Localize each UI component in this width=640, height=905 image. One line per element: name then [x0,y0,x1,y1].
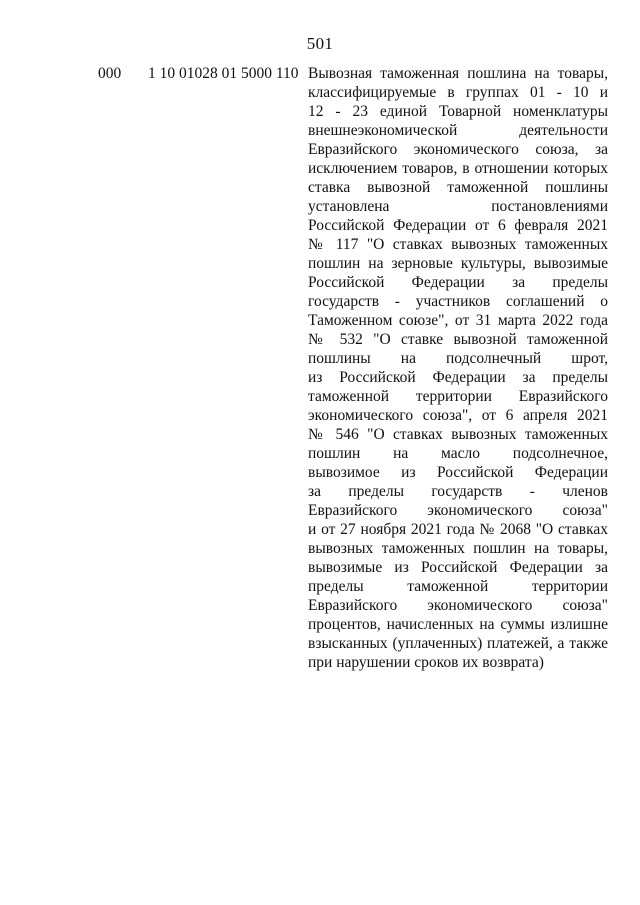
description-line: Российской Федерации от 6 февраля 2021 [308,217,608,234]
description-line: 12 - 23 единой Товарной номенклатуры [308,103,608,120]
description-line: Вывозная таможенная пошлина на товары, [308,65,608,82]
description-line: пошлин на масло подсолнечное, [308,445,608,462]
description-line: вывозных таможенных пошлин на товары, [308,540,608,557]
description-line: и от 27 ноября 2021 года № 2068 "О ставках [308,521,608,538]
description-line: внешнеэкономической деятельности [308,122,608,139]
description-line: № 117 "О ставках вывозных таможенных [308,236,608,253]
description-line: таможенной территории Евразийского [308,388,608,405]
description-line: за пределы государств - членов [308,483,608,500]
description-line: Евразийского экономического союза" [308,597,608,614]
description-line: из Российской Федерации за пределы [308,369,608,386]
description-line: экономического союза", от 6 апреля 2021 [308,407,608,424]
description-line: пределы таможенной территории [308,578,608,595]
description-line: государств - участников соглашений о [308,293,608,310]
description-line: процентов, начисленных на суммы излишне [308,616,608,633]
description-line: установлена постановлениями [308,198,608,215]
description-line: исключением товаров, в отношении которых [308,160,608,177]
description-line: ставка вывозной таможенной пошлины [308,179,608,196]
description-line: взысканных (уплаченных) платежей, а также [308,635,608,652]
description-line: Российской Федерации за пределы [308,274,608,291]
description-line: пошлины на подсолнечный шрот, [308,350,608,367]
description-line: Евразийского экономического союза, за [308,141,608,158]
budget-classification-code: 1 10 01028 01 5000 110 [148,65,299,82]
admin-code: 000 [98,65,122,82]
description-line: при нарушении сроков их возврата) [308,654,544,671]
description-line: № 532 "О ставке вывозной таможенной [308,331,608,348]
description-line: классифицируемые в группах 01 - 10 и [308,84,608,101]
description-line: вывозимые из Российской Федерации за [308,559,608,576]
description-line: пошлин на зерновые культуры, вывозимые [308,255,608,272]
description [308,64,608,672]
description-line: № 546 "О ставках вывозных таможенных [308,426,608,443]
page-number: 501 [306,34,334,53]
description-line: вывозимое из Российской Федерации [308,464,608,481]
description-line: Таможенном союзе", от 31 марта 2022 года [308,312,608,329]
description-line: Евразийского экономического союза" [308,502,608,519]
